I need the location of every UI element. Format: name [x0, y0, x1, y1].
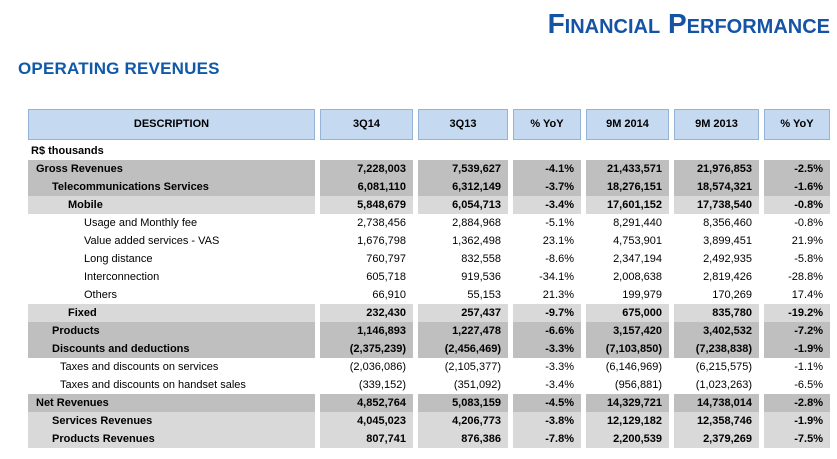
cell-yoy-9m: -0.8%: [764, 214, 830, 232]
cell-yoy-quarter: -4.1%: [513, 160, 581, 178]
table-header-row: [28, 109, 830, 140]
cell-3q13: 4,206,773: [418, 412, 508, 430]
cell-9m2014: 21,433,571: [586, 160, 669, 178]
column-header-3q14: 3Q14: [320, 109, 413, 140]
row-label: Services Revenues: [28, 412, 315, 430]
cell-3q13: 876,386: [418, 430, 508, 448]
table-row: [28, 286, 830, 304]
cell-9m2013: 12,358,746: [674, 412, 759, 430]
row-label: Gross Revenues: [28, 160, 315, 178]
row-label: Mobile: [28, 196, 315, 214]
cell-yoy-quarter: 23.1%: [513, 232, 581, 250]
row-label: Net Revenues: [28, 394, 315, 412]
table-row: [28, 340, 830, 358]
cell-yoy-9m: -6.5%: [764, 376, 830, 394]
table-row: [28, 214, 830, 232]
cell-3q13: 1,362,498: [418, 232, 508, 250]
cell-9m2013: 14,738,014: [674, 394, 759, 412]
cell-9m2013: 2,492,935: [674, 250, 759, 268]
cell-9m2014: (956,881): [586, 376, 669, 394]
cell-3q13: 6,054,713: [418, 196, 508, 214]
cell-9m2013: 17,738,540: [674, 196, 759, 214]
row-label: Interconnection: [28, 268, 315, 286]
cell-3q13: (2,456,469): [418, 340, 508, 358]
cell-9m2014: 14,329,721: [586, 394, 669, 412]
cell-yoy-quarter: -8.6%: [513, 250, 581, 268]
cell-yoy-quarter: -5.1%: [513, 214, 581, 232]
cell-9m2013: 3,899,451: [674, 232, 759, 250]
cell-yoy-9m: -1.6%: [764, 178, 830, 196]
cell-9m2014: 2,200,539: [586, 430, 669, 448]
cell-3q13: 832,558: [418, 250, 508, 268]
cell-9m2013: 18,574,321: [674, 178, 759, 196]
cell-yoy-quarter: 21.3%: [513, 286, 581, 304]
table-row: [28, 232, 830, 250]
cell-3q14: 2,738,456: [320, 214, 413, 232]
cell-3q13: (2,105,377): [418, 358, 508, 376]
cell-3q14: (2,375,239): [320, 340, 413, 358]
unit-label: R$ thousands: [31, 145, 104, 157]
cell-9m2014: 199,979: [586, 286, 669, 304]
cell-3q14: 6,081,110: [320, 178, 413, 196]
row-label: Usage and Monthly fee: [28, 214, 315, 232]
row-label: Long distance: [28, 250, 315, 268]
column-header-9m2013: 9M 2013: [674, 109, 759, 140]
cell-3q14: 807,741: [320, 430, 413, 448]
cell-9m2013: 835,780: [674, 304, 759, 322]
cell-9m2014: 3,157,420: [586, 322, 669, 340]
cell-9m2013: 2,379,269: [674, 430, 759, 448]
cell-9m2014: 18,276,151: [586, 178, 669, 196]
table-row: [28, 160, 830, 178]
column-header-9m2014: 9M 2014: [586, 109, 669, 140]
cell-yoy-9m: 21.9%: [764, 232, 830, 250]
table-row: [28, 394, 830, 412]
cell-9m2013: (1,023,263): [674, 376, 759, 394]
cell-3q14: 7,228,003: [320, 160, 413, 178]
cell-yoy-9m: -7.5%: [764, 430, 830, 448]
cell-9m2014: 2,347,194: [586, 250, 669, 268]
cell-3q14: 605,718: [320, 268, 413, 286]
cell-3q13: 55,153: [418, 286, 508, 304]
cell-3q14: 1,146,893: [320, 322, 413, 340]
cell-9m2013: 21,976,853: [674, 160, 759, 178]
cell-3q13: 1,227,478: [418, 322, 508, 340]
table-body: [28, 160, 830, 448]
cell-yoy-9m: -2.8%: [764, 394, 830, 412]
cell-9m2014: (7,103,850): [586, 340, 669, 358]
table-row: [28, 430, 830, 448]
cell-3q14: 5,848,679: [320, 196, 413, 214]
row-label: Products Revenues: [28, 430, 315, 448]
cell-9m2013: 8,356,460: [674, 214, 759, 232]
cell-3q13: (351,092): [418, 376, 508, 394]
cell-yoy-quarter: -3.7%: [513, 178, 581, 196]
cell-9m2014: (6,146,969): [586, 358, 669, 376]
column-header-3q13: 3Q13: [418, 109, 508, 140]
cell-yoy-9m: -1.9%: [764, 412, 830, 430]
cell-9m2014: 2,008,638: [586, 268, 669, 286]
operating-revenues-table: [28, 109, 830, 448]
row-label: Discounts and deductions: [28, 340, 315, 358]
cell-yoy-9m: -19.2%: [764, 304, 830, 322]
table-row: [28, 178, 830, 196]
column-header-description: DESCRIPTION: [28, 109, 315, 140]
cell-3q13: 257,437: [418, 304, 508, 322]
cell-yoy-quarter: -7.8%: [513, 430, 581, 448]
table-row: [28, 268, 830, 286]
row-label: Others: [28, 286, 315, 304]
cell-9m2013: (6,215,575): [674, 358, 759, 376]
cell-9m2014: 8,291,440: [586, 214, 669, 232]
column-header-yoy-9m: % YoY: [764, 109, 830, 140]
cell-3q14: 66,910: [320, 286, 413, 304]
cell-yoy-9m: -1.1%: [764, 358, 830, 376]
cell-yoy-quarter: -3.3%: [513, 340, 581, 358]
cell-yoy-quarter: -3.8%: [513, 412, 581, 430]
column-header-yoy-quarter: % YoY: [513, 109, 581, 140]
cell-9m2013: 170,269: [674, 286, 759, 304]
cell-3q13: 5,083,159: [418, 394, 508, 412]
table-row: [28, 322, 830, 340]
cell-yoy-quarter: -34.1%: [513, 268, 581, 286]
cell-yoy-quarter: -3.4%: [513, 196, 581, 214]
cell-3q13: 2,884,968: [418, 214, 508, 232]
cell-3q14: (2,036,086): [320, 358, 413, 376]
cell-3q14: 4,045,023: [320, 412, 413, 430]
row-label: Taxes and discounts on handset sales: [28, 376, 315, 394]
cell-9m2013: 3,402,532: [674, 322, 759, 340]
cell-3q14: 760,797: [320, 250, 413, 268]
cell-yoy-9m: -1.9%: [764, 340, 830, 358]
cell-yoy-quarter: -3.4%: [513, 376, 581, 394]
table-row: [28, 376, 830, 394]
row-label: Telecommunications Services: [28, 178, 315, 196]
cell-yoy-9m: -2.5%: [764, 160, 830, 178]
row-label: Products: [28, 322, 315, 340]
cell-3q14: 232,430: [320, 304, 413, 322]
cell-yoy-9m: -7.2%: [764, 322, 830, 340]
cell-yoy-9m: -28.8%: [764, 268, 830, 286]
cell-yoy-quarter: -4.5%: [513, 394, 581, 412]
row-label: Taxes and discounts on services: [28, 358, 315, 376]
page-title: Financial Performance: [547, 8, 830, 39]
cell-yoy-9m: -5.8%: [764, 250, 830, 268]
cell-3q13: 919,536: [418, 268, 508, 286]
table-row: [28, 358, 830, 376]
cell-3q14: 4,852,764: [320, 394, 413, 412]
row-label: Fixed: [28, 304, 315, 322]
table-row: [28, 304, 830, 322]
table-row: [28, 412, 830, 430]
cell-9m2014: 17,601,152: [586, 196, 669, 214]
cell-yoy-quarter: -3.3%: [513, 358, 581, 376]
table-row: [28, 250, 830, 268]
table-row: [28, 196, 830, 214]
row-label: Value added services - VAS: [28, 232, 315, 250]
cell-9m2013: (7,238,838): [674, 340, 759, 358]
section-title: OPERATING REVENUES: [18, 59, 220, 78]
cell-9m2013: 2,819,426: [674, 268, 759, 286]
cell-3q13: 6,312,149: [418, 178, 508, 196]
cell-3q14: (339,152): [320, 376, 413, 394]
cell-yoy-quarter: -9.7%: [513, 304, 581, 322]
cell-3q13: 7,539,627: [418, 160, 508, 178]
cell-yoy-9m: 17.4%: [764, 286, 830, 304]
cell-3q14: 1,676,798: [320, 232, 413, 250]
cell-9m2014: 4,753,901: [586, 232, 669, 250]
cell-9m2014: 12,129,182: [586, 412, 669, 430]
cell-yoy-quarter: -6.6%: [513, 322, 581, 340]
cell-9m2014: 675,000: [586, 304, 669, 322]
cell-yoy-9m: -0.8%: [764, 196, 830, 214]
